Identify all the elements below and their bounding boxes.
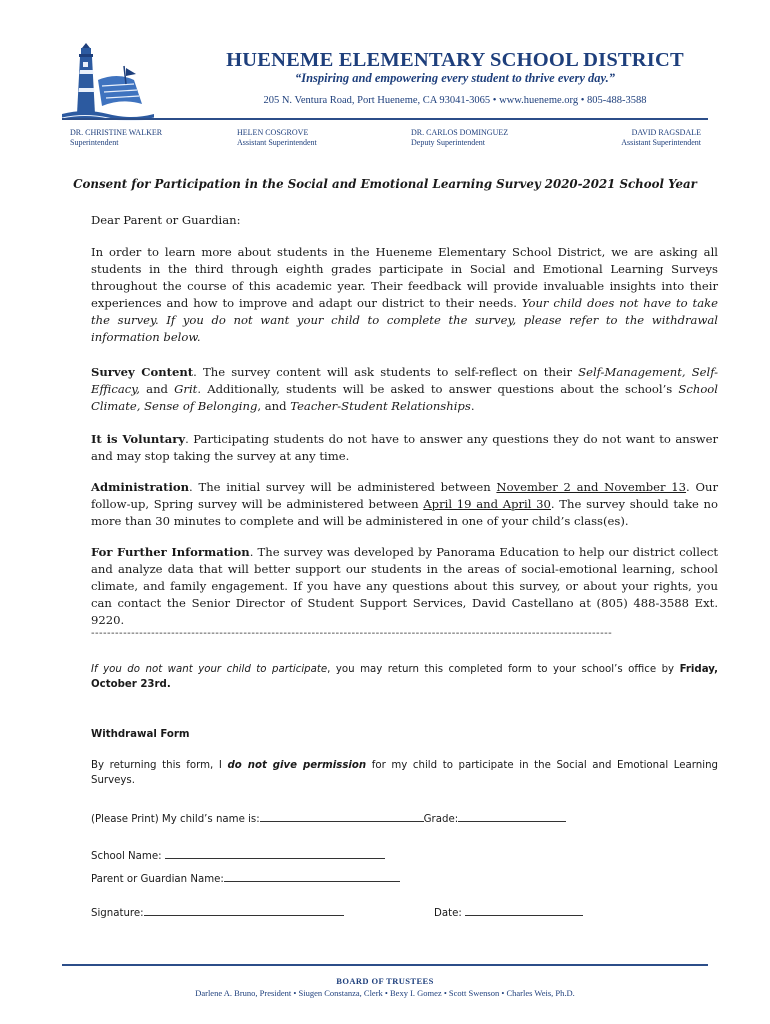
survey-content-paragraph: [91, 364, 718, 415]
administrator-name: DAVID RAGSDALE: [631, 128, 701, 137]
document-title: Consent for Participation in the Social and Emotional Learning Survey 2020-2021 School Year: [73, 177, 697, 191]
signature-field[interactable]: [144, 905, 344, 916]
administrator-title: Assistant Superintendent: [237, 138, 317, 147]
withdrawal-emphasis: do not give permission: [227, 760, 367, 771]
administrator-assistant-superintendent-1: [237, 128, 317, 148]
district-logo-lighthouse: [62, 40, 154, 122]
survey-content-text: . The survey content will ask students to self-reflect on their: [193, 365, 579, 379]
administrator-deputy-superintendent: [411, 128, 508, 148]
administrator-name: HELEN COSGROVE: [237, 128, 309, 137]
board-title: BOARD OF TRUSTEES: [336, 976, 434, 986]
further-information-text: . The survey was developed by Panorama Education to help our district collect and analyze data that will better support our students in the areas of social-emotional learning, school climate, and family engagement. If you have any questions about this survey, or about your rights, you can contact the Senior Director of Student Support Services, David Castellano at (805) 488-3588 Ext. 9220.: [91, 545, 718, 627]
survey-content-term: Teacher-Student Relationships: [290, 399, 471, 413]
return-italic: If you do not want your child to participate: [91, 664, 328, 675]
footer-divider: [62, 964, 708, 966]
intro-paragraph: [91, 244, 718, 346]
intro-italic-note: Your child does not have to take the survey. If you do not want your child to complete the survey, please refer to the withdrawal information below.: [91, 296, 718, 344]
administrator-title: Superintendent: [70, 138, 119, 147]
parent-name-label: Parent or Guardian Name:: [91, 874, 224, 885]
administrator-assistant-superintendent-2: [560, 128, 701, 148]
administrator-title: Deputy Superintendent: [411, 138, 485, 147]
intro-text: In order to learn more about students in the Hueneme Elementary School District, we are asking all students in the third through eighth grades participate in Social and Emotional Learning Surveys throughout the course of this academic year. Their feedback will provide invaluable insights into their experiences and how to improve and adapt our district to their needs.: [91, 245, 718, 310]
grade-field[interactable]: [458, 811, 566, 822]
header-divider: [62, 118, 708, 120]
voluntary-text: . Participating students do not have to answer any questions they do not want to answer and may stop taking the survey at any time.: [91, 432, 719, 463]
date-row: [434, 905, 583, 919]
survey-content-heading: Survey Content: [91, 365, 194, 379]
survey-content-term: Grit: [174, 382, 198, 396]
withdrawal-form-title: Withdrawal Form: [91, 729, 190, 740]
administration-text: . The survey should take no more than 30 minutes to complete and will be administered in one of your child’s class(es).: [91, 497, 718, 528]
administrator-name: DR. CARLOS DOMINGUEZ: [411, 128, 509, 137]
date-label: Date:: [434, 908, 466, 919]
child-name-row: [91, 811, 566, 825]
voluntary-heading: It is Voluntary: [91, 432, 186, 446]
cut-line-separator: ----------------------------------------------------------------------------------------------------------------------------------: [91, 628, 613, 639]
date-field[interactable]: [465, 905, 583, 916]
board-members: Darlene A. Bruno, President • Siugen Constanza, Clerk • Bexy I. Gomez • Scott Swenson • Charles Weis, Ph.D.: [195, 988, 575, 998]
administrator-name: DR. CHRISTINE WALKER: [70, 128, 163, 137]
district-motto: “Inspiring and empowering every student to thrive every day.”: [294, 71, 615, 85]
return-deadline: Friday, October 23rd.: [91, 664, 718, 690]
survey-content-text: and: [139, 382, 175, 396]
withdrawal-text: for my child to participate in the Social and Emotional Learning Surveys.: [91, 760, 719, 786]
fall-survey-dates: November 2 and November 13: [496, 480, 687, 494]
administration-heading: Administration: [91, 480, 190, 494]
survey-content-text: . Additionally, students will be asked to answer questions about the school’s: [197, 382, 679, 396]
school-name-label: School Name:: [91, 851, 165, 862]
spring-survey-dates: April 19 and April 30: [423, 497, 551, 511]
survey-content-term: School Climate, Sense of Belonging: [91, 382, 718, 413]
further-information-heading: For Further Information: [91, 545, 250, 559]
administrator-superintendent: [70, 128, 162, 148]
administrator-title: Assistant Superintendent: [621, 138, 701, 147]
school-name-field[interactable]: [165, 848, 385, 859]
further-information-paragraph: [91, 544, 718, 629]
greeting: Dear Parent or Guardian:: [91, 213, 241, 227]
administration-paragraph: [91, 479, 718, 530]
voluntary-paragraph: [91, 431, 718, 465]
administration-text: . Our follow-up, Spring survey will be administered between: [91, 480, 718, 511]
administration-text: . The initial survey will be administered between: [189, 480, 497, 494]
parent-name-field[interactable]: [224, 871, 400, 882]
survey-content-text: , and: [257, 399, 291, 413]
district-address: 205 N. Ventura Road, Port Hueneme, CA 93041-3065 • www.hueneme.org • 805-488-3588: [263, 95, 647, 106]
district-name: HUENEME ELEMENTARY SCHOOL DISTRICT: [226, 49, 684, 71]
parent-name-row: [91, 871, 400, 885]
return-instructions: [91, 662, 718, 692]
signature-label: Signature:: [91, 908, 144, 919]
withdrawal-text: By returning this form, I: [91, 760, 228, 771]
withdrawal-statement: [91, 758, 718, 788]
child-name-label: (Please Print) My child’s name is:: [91, 814, 260, 825]
school-name-row: [91, 848, 385, 862]
child-name-field[interactable]: [260, 811, 424, 822]
return-text: , you may return this completed form to your school’s office by: [327, 664, 680, 675]
grade-label: Grade:: [423, 814, 459, 825]
signature-row: [91, 905, 344, 919]
survey-content-term: Self-Management, Self-Efficacy,: [91, 365, 719, 396]
survey-content-text: .: [470, 399, 475, 413]
